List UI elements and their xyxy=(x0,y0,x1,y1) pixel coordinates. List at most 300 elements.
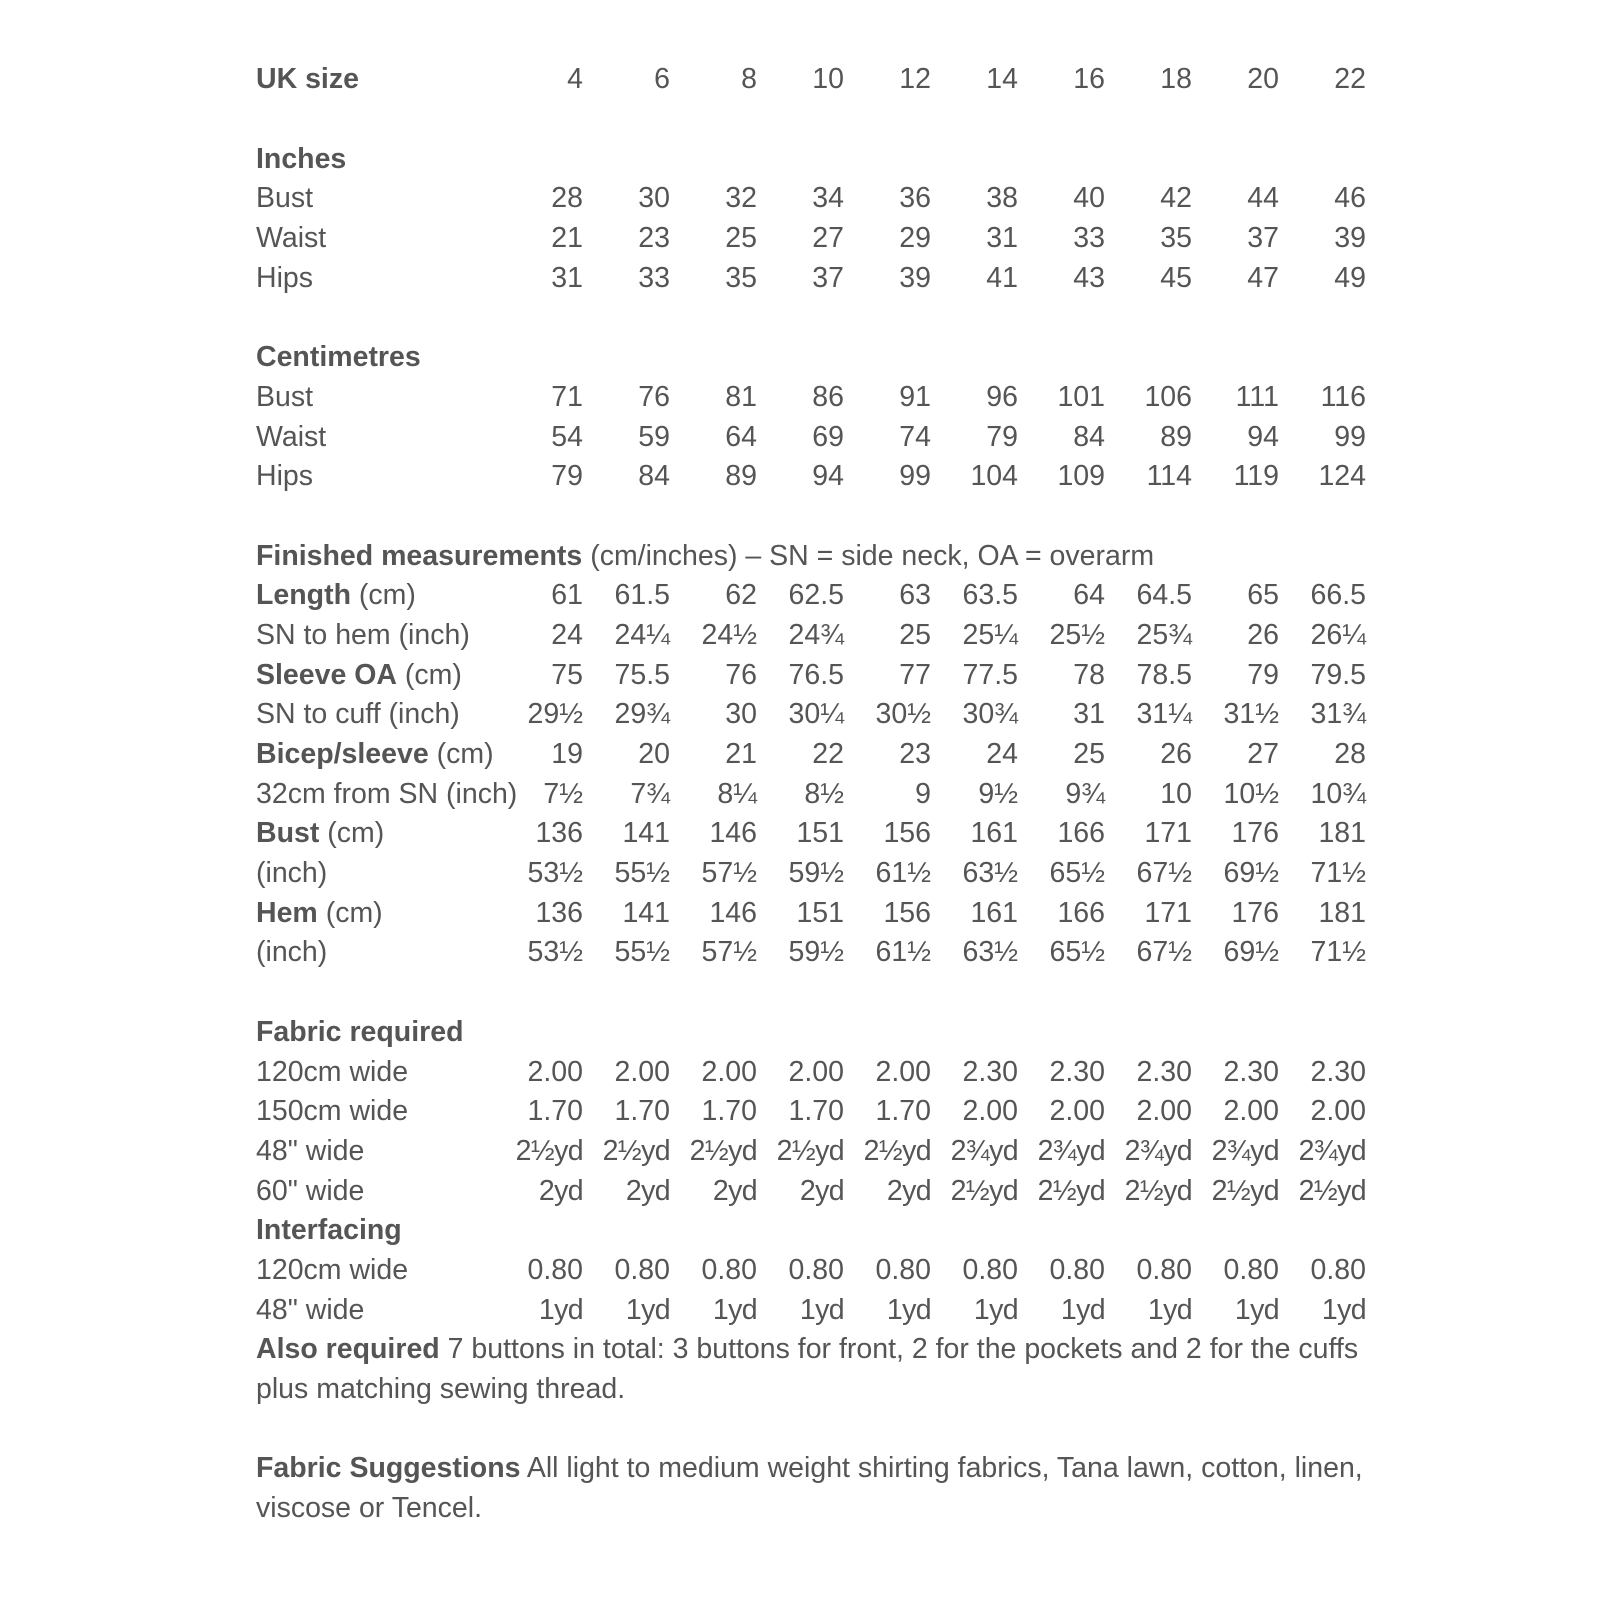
uk-size-value: 16 xyxy=(1073,63,1105,96)
size-chart-sheet xyxy=(256,60,1366,1529)
table-cell: 0.80 xyxy=(614,1253,670,1286)
table-cell: 0.80 xyxy=(1136,1253,1192,1286)
row-label xyxy=(256,579,496,612)
table-cell: 156 xyxy=(883,817,931,850)
table-cell: 181 xyxy=(1318,817,1366,850)
interfacing-heading: Interfacing xyxy=(256,1214,402,1247)
table-cell: 151 xyxy=(796,817,844,850)
row-label xyxy=(256,659,496,692)
table-cell: 84 xyxy=(638,460,670,493)
table-cell: 71½ xyxy=(1310,936,1366,969)
row-label: Bust xyxy=(256,182,314,215)
table-row xyxy=(256,774,1366,814)
uk-size-value: 20 xyxy=(1247,63,1279,96)
finished-heading: Finished measurements xyxy=(256,539,583,572)
table-cell: 39 xyxy=(1334,222,1366,255)
table-cell: 2½yd xyxy=(776,1134,844,1167)
table-cell: 1.70 xyxy=(701,1095,757,1128)
table-cell: 2.00 xyxy=(527,1055,583,1088)
table-cell: 141 xyxy=(622,817,670,850)
table-cell: 136 xyxy=(535,817,583,850)
table-cell: 136 xyxy=(535,896,583,929)
table-cell: 26¼ xyxy=(1310,618,1366,651)
table-cell: 2.30 xyxy=(1049,1055,1105,1088)
row-label-text: (cm) xyxy=(319,817,385,850)
table-cell: 23 xyxy=(899,738,931,771)
row-label-bold: Hem xyxy=(256,896,318,929)
table-cell: 2.00 xyxy=(788,1055,844,1088)
table-cell: 64.5 xyxy=(1136,579,1192,612)
row-label-text: 32cm from SN (inch) xyxy=(256,777,518,810)
table-cell: 2.00 xyxy=(1310,1095,1366,1128)
table-row xyxy=(256,616,1366,656)
uk-size-value: 8 xyxy=(741,63,757,96)
table-cell: 2.30 xyxy=(1223,1055,1279,1088)
table-cell: 2yd xyxy=(538,1174,583,1207)
table-cell: 67½ xyxy=(1136,857,1192,890)
table-cell: 21 xyxy=(725,738,757,771)
table-cell: 71½ xyxy=(1310,857,1366,890)
table-cell: 19 xyxy=(551,738,583,771)
table-cell: 25 xyxy=(899,618,931,651)
table-cell: 2.30 xyxy=(962,1055,1018,1088)
row-label-bold: Sleeve OA xyxy=(256,658,397,691)
table-cell: 1.70 xyxy=(527,1095,583,1128)
table-cell: 33 xyxy=(1073,222,1105,255)
fabric-suggestions-label: Fabric Suggestions xyxy=(256,1452,521,1485)
table-row xyxy=(256,1092,1366,1132)
row-label-bold: Bust xyxy=(256,817,320,850)
table-cell: 23 xyxy=(638,222,670,255)
table-cell: 2½yd xyxy=(1298,1174,1366,1207)
table-cell: 176 xyxy=(1231,896,1279,929)
uk-size-row xyxy=(256,60,1366,100)
table-cell: 31 xyxy=(551,261,583,294)
also-required-label: Also required xyxy=(256,1333,440,1365)
row-label-bold: Length xyxy=(256,579,351,612)
table-cell: 64 xyxy=(1073,579,1105,612)
table-cell: 20 xyxy=(638,738,670,771)
table-cell: 79.5 xyxy=(1310,658,1366,691)
row-label xyxy=(256,777,518,811)
fabric-table xyxy=(256,1052,1366,1211)
table-cell: 31 xyxy=(986,222,1018,255)
table-cell: 26 xyxy=(1160,738,1192,771)
table-cell: 66.5 xyxy=(1310,579,1366,612)
table-cell: 29 xyxy=(899,222,931,255)
row-label-text: (inch) xyxy=(256,857,328,890)
table-cell: 171 xyxy=(1144,896,1192,929)
table-cell: 2yd xyxy=(886,1174,931,1207)
table-cell: 37 xyxy=(812,261,844,294)
finished-heading-note: (cm/inches) – SN = side neck, OA = overarm xyxy=(582,539,1155,572)
table-cell: 69 xyxy=(812,420,844,453)
table-cell: 30 xyxy=(725,698,757,731)
table-cell: 2yd xyxy=(799,1174,844,1207)
table-cell: 0.80 xyxy=(701,1253,757,1286)
row-label: 120cm wide xyxy=(256,1253,409,1286)
table-row xyxy=(256,219,1366,259)
table-cell: 2½yd xyxy=(950,1174,1018,1207)
row-label: Hips xyxy=(256,460,314,493)
table-cell: 176 xyxy=(1231,817,1279,850)
table-cell: 0.80 xyxy=(962,1253,1018,1286)
table-cell: 35 xyxy=(1160,222,1192,255)
row-label-text: SN to hem (inch) xyxy=(256,618,470,651)
table-cell: 62 xyxy=(725,579,757,612)
table-cell: 2½yd xyxy=(1211,1174,1279,1207)
row-label xyxy=(256,817,496,850)
table-cell: 8½ xyxy=(804,777,844,810)
table-cell: 61.5 xyxy=(614,579,670,612)
table-cell: 59½ xyxy=(788,936,844,969)
table-cell: 2¾yd xyxy=(1298,1134,1366,1167)
table-cell: 36 xyxy=(899,182,931,215)
table-cell: 1yd xyxy=(1060,1293,1105,1326)
fabric-heading-row xyxy=(256,1013,1366,1053)
table-cell: 2.00 xyxy=(1049,1095,1105,1128)
table-cell: 1yd xyxy=(625,1293,670,1326)
table-cell: 59½ xyxy=(788,857,844,890)
interfacing-table xyxy=(256,1251,1366,1330)
uk-size-value: 14 xyxy=(986,63,1018,96)
fabric-suggestions-paragraph xyxy=(256,1449,1366,1528)
table-cell: 40 xyxy=(1073,182,1105,215)
table-cell: 1yd xyxy=(1234,1293,1279,1326)
table-cell: 2.00 xyxy=(1136,1095,1192,1128)
table-cell: 55½ xyxy=(614,936,670,969)
table-cell: 30 xyxy=(638,182,670,215)
table-cell: 99 xyxy=(1334,420,1366,453)
inches-heading: Inches xyxy=(256,142,347,175)
centimetres-heading: Centimetres xyxy=(256,341,421,374)
table-cell: 63.5 xyxy=(962,579,1018,612)
table-row xyxy=(256,1052,1366,1092)
table-cell: 0.80 xyxy=(527,1253,583,1286)
row-label xyxy=(256,619,496,652)
table-cell: 2.30 xyxy=(1310,1055,1366,1088)
table-cell: 2¾yd xyxy=(1124,1134,1192,1167)
table-cell: 31¼ xyxy=(1136,698,1192,731)
table-cell: 61½ xyxy=(875,857,931,890)
table-cell: 9½ xyxy=(978,777,1018,810)
table-cell: 64 xyxy=(725,420,757,453)
row-label-text: (inch) xyxy=(256,936,328,969)
table-cell: 45 xyxy=(1160,261,1192,294)
table-cell: 89 xyxy=(725,460,757,493)
table-cell: 166 xyxy=(1057,896,1105,929)
table-cell: 111 xyxy=(1235,380,1279,413)
fabric-heading: Fabric required xyxy=(256,1015,464,1048)
table-cell: 79 xyxy=(551,460,583,493)
row-label xyxy=(256,857,496,890)
table-cell: 74 xyxy=(899,420,931,453)
table-cell: 32 xyxy=(725,182,757,215)
uk-size-value: 18 xyxy=(1160,63,1192,96)
row-label xyxy=(256,897,496,930)
table-cell: 2½yd xyxy=(1037,1174,1105,1207)
table-row xyxy=(256,1132,1366,1172)
table-cell: 84 xyxy=(1073,420,1105,453)
table-cell: 181 xyxy=(1318,896,1366,929)
table-cell: 61½ xyxy=(875,936,931,969)
table-cell: 30¼ xyxy=(788,698,844,731)
table-cell: 44 xyxy=(1247,182,1279,215)
table-row xyxy=(256,814,1366,854)
table-row xyxy=(256,893,1366,933)
table-cell: 146 xyxy=(709,817,757,850)
table-cell: 2½yd xyxy=(515,1134,583,1167)
row-label-text: (cm) xyxy=(428,738,494,771)
table-cell: 2yd xyxy=(712,1174,757,1207)
table-cell: 57½ xyxy=(701,936,757,969)
table-cell: 10¾ xyxy=(1310,777,1366,810)
table-cell: 1.70 xyxy=(788,1095,844,1128)
uk-size-value: 12 xyxy=(899,63,931,96)
table-cell: 63½ xyxy=(962,857,1018,890)
table-cell: 2½yd xyxy=(863,1134,931,1167)
table-cell: 31¾ xyxy=(1310,698,1366,731)
table-cell: 7¾ xyxy=(630,777,670,810)
finished-measurements-table xyxy=(256,576,1366,973)
table-cell: 10 xyxy=(1160,777,1192,810)
table-cell: 38 xyxy=(986,182,1018,215)
table-cell: 59 xyxy=(638,420,670,453)
table-cell: 2¾yd xyxy=(1211,1134,1279,1167)
row-label-text: SN to cuff (inch) xyxy=(256,698,460,731)
table-row xyxy=(256,854,1366,894)
row-label xyxy=(256,698,496,731)
table-row xyxy=(256,1171,1366,1211)
table-cell: 25¾ xyxy=(1136,618,1192,651)
uk-size-value: 4 xyxy=(567,63,583,96)
table-cell: 2½yd xyxy=(689,1134,757,1167)
table-cell: 75 xyxy=(551,658,583,691)
table-cell: 31 xyxy=(1073,698,1105,731)
row-label: Waist xyxy=(256,222,327,255)
table-cell: 54 xyxy=(551,420,583,453)
table-cell: 22 xyxy=(812,738,844,771)
table-cell: 42 xyxy=(1160,182,1192,215)
table-row xyxy=(256,417,1366,457)
table-cell: 24¾ xyxy=(788,618,844,651)
table-cell: 0.80 xyxy=(875,1253,931,1286)
table-cell: 2¾yd xyxy=(1037,1134,1105,1167)
table-cell: 0.80 xyxy=(1223,1253,1279,1286)
table-cell: 28 xyxy=(551,182,583,215)
table-cell: 2.00 xyxy=(1223,1095,1279,1128)
table-cell: 141 xyxy=(622,896,670,929)
table-cell: 25¼ xyxy=(962,618,1018,651)
table-cell: 26 xyxy=(1247,618,1279,651)
table-cell: 7½ xyxy=(543,777,583,810)
table-cell: 24¼ xyxy=(614,618,670,651)
table-cell: 2.00 xyxy=(701,1055,757,1088)
table-cell: 29¾ xyxy=(614,698,670,731)
table-cell: 1yd xyxy=(799,1293,844,1326)
interfacing-heading-row xyxy=(256,1211,1366,1251)
table-cell: 47 xyxy=(1247,261,1279,294)
row-label-text: (cm) xyxy=(397,658,462,691)
table-cell: 65 xyxy=(1247,579,1279,612)
table-row xyxy=(256,933,1366,973)
table-cell: 2.00 xyxy=(614,1055,670,1088)
table-cell: 65½ xyxy=(1049,936,1105,969)
table-cell: 10½ xyxy=(1223,777,1279,810)
also-required-paragraph xyxy=(256,1330,1366,1409)
table-cell: 81 xyxy=(725,380,757,413)
row-label: 120cm wide xyxy=(256,1055,409,1088)
table-cell: 0.80 xyxy=(788,1253,844,1286)
centimetres-table xyxy=(256,378,1366,497)
table-cell: 91 xyxy=(899,380,931,413)
table-cell: 94 xyxy=(812,460,844,493)
row-label: 48" wide xyxy=(256,1134,365,1167)
table-cell: 101 xyxy=(1057,380,1105,413)
row-label: Waist xyxy=(256,420,327,453)
table-cell: 1.70 xyxy=(614,1095,670,1128)
table-cell: 76 xyxy=(725,658,757,691)
table-cell: 76.5 xyxy=(788,658,844,691)
table-row xyxy=(256,1251,1366,1291)
table-cell: 116 xyxy=(1320,380,1366,413)
table-cell: 28 xyxy=(1334,738,1366,771)
table-cell: 151 xyxy=(796,896,844,929)
table-cell: 109 xyxy=(1057,460,1105,493)
table-cell: 41 xyxy=(986,261,1018,294)
table-cell: 29½ xyxy=(527,698,583,731)
table-row xyxy=(256,695,1366,735)
row-label: 48" wide xyxy=(256,1293,365,1326)
table-cell: 69½ xyxy=(1223,857,1279,890)
table-row xyxy=(256,258,1366,298)
table-cell: 119 xyxy=(1233,460,1279,493)
fabric-suggestions-text: All light to medium weight shirting fabrics, Tana lawn, cotton, linen, viscose or Tencel. xyxy=(256,1452,1363,1524)
table-cell: 86 xyxy=(812,380,844,413)
table-cell: 78 xyxy=(1073,658,1105,691)
table-row xyxy=(256,378,1366,418)
table-cell: 53½ xyxy=(527,857,583,890)
table-cell: 1yd xyxy=(1321,1293,1366,1326)
table-row xyxy=(256,1290,1366,1330)
table-cell: 0.80 xyxy=(1310,1253,1366,1286)
also-required-text: 7 buttons in total: 3 buttons for front, 2 for the pockets and 2 for the cuffs plus matching sewing thread. xyxy=(256,1333,1359,1405)
inches-heading-row xyxy=(256,139,1366,179)
row-label-text: (cm) xyxy=(350,579,416,612)
table-cell: 49 xyxy=(1334,261,1366,294)
row-label-text: (cm) xyxy=(317,896,383,929)
table-cell: 161 xyxy=(970,817,1018,850)
table-cell: 67½ xyxy=(1136,936,1192,969)
table-cell: 79 xyxy=(986,420,1018,453)
table-cell: 31½ xyxy=(1223,698,1279,731)
table-cell: 30½ xyxy=(875,698,931,731)
table-cell: 77 xyxy=(899,658,931,691)
table-cell: 24 xyxy=(551,618,583,651)
table-cell: 94 xyxy=(1247,420,1279,453)
table-cell: 25 xyxy=(1073,738,1105,771)
table-cell: 171 xyxy=(1144,817,1192,850)
row-label xyxy=(256,738,496,771)
table-cell: 99 xyxy=(899,460,931,493)
table-row xyxy=(256,179,1366,219)
table-cell: 35 xyxy=(725,261,757,294)
table-cell: 2.30 xyxy=(1136,1055,1192,1088)
table-cell: 53½ xyxy=(527,936,583,969)
table-cell: 2.00 xyxy=(875,1055,931,1088)
table-cell: 156 xyxy=(883,896,931,929)
table-cell: 39 xyxy=(899,261,931,294)
table-cell: 62.5 xyxy=(788,579,844,612)
table-cell: 55½ xyxy=(614,857,670,890)
row-label: 60" wide xyxy=(256,1174,365,1207)
uk-size-value: 22 xyxy=(1334,63,1366,96)
table-cell: 69½ xyxy=(1223,936,1279,969)
uk-size-value: 6 xyxy=(654,63,670,96)
table-cell: 146 xyxy=(709,896,757,929)
table-cell: 104 xyxy=(970,460,1018,493)
table-row xyxy=(256,735,1366,775)
table-cell: 161 xyxy=(970,896,1018,929)
table-cell: 1.70 xyxy=(875,1095,931,1128)
table-row xyxy=(256,655,1366,695)
table-row xyxy=(256,576,1366,616)
uk-size-value: 10 xyxy=(812,63,844,96)
row-label: Hips xyxy=(256,261,314,294)
table-cell: 34 xyxy=(812,182,844,215)
table-cell: 24½ xyxy=(701,618,757,651)
table-cell: 9¾ xyxy=(1065,777,1105,810)
table-cell: 1yd xyxy=(538,1293,583,1326)
table-cell: 63½ xyxy=(962,936,1018,969)
table-cell: 75.5 xyxy=(614,658,670,691)
table-cell: 79 xyxy=(1247,658,1279,691)
table-cell: 46 xyxy=(1334,182,1366,215)
table-cell: 76 xyxy=(638,380,670,413)
table-cell: 77.5 xyxy=(962,658,1018,691)
table-cell: 37 xyxy=(1247,222,1279,255)
table-cell: 106 xyxy=(1144,380,1192,413)
table-cell: 65½ xyxy=(1049,857,1105,890)
inches-table xyxy=(256,179,1366,298)
table-cell: 61 xyxy=(551,579,583,612)
table-cell: 89 xyxy=(1160,420,1192,453)
row-label: Bust xyxy=(256,380,314,413)
table-cell: 0.80 xyxy=(1049,1253,1105,1286)
row-label: 150cm wide xyxy=(256,1095,409,1128)
table-cell: 33 xyxy=(638,261,670,294)
table-cell: 25½ xyxy=(1049,618,1105,651)
table-cell: 124 xyxy=(1318,460,1366,493)
table-cell: 166 xyxy=(1057,817,1105,850)
table-cell: 71 xyxy=(551,380,583,413)
table-cell: 27 xyxy=(812,222,844,255)
table-row xyxy=(256,457,1366,497)
table-cell: 78.5 xyxy=(1136,658,1192,691)
table-cell: 25 xyxy=(725,222,757,255)
table-cell: 30¾ xyxy=(962,698,1018,731)
uk-size-label: UK size xyxy=(256,63,359,96)
table-cell: 2.00 xyxy=(962,1095,1018,1128)
table-cell: 43 xyxy=(1073,261,1105,294)
table-cell: 2yd xyxy=(625,1174,670,1207)
table-cell: 24 xyxy=(986,738,1018,771)
table-cell: 57½ xyxy=(701,857,757,890)
table-cell: 96 xyxy=(986,380,1018,413)
table-cell: 114 xyxy=(1146,460,1192,493)
finished-heading-row xyxy=(256,536,1366,576)
table-cell: 1yd xyxy=(1147,1293,1192,1326)
